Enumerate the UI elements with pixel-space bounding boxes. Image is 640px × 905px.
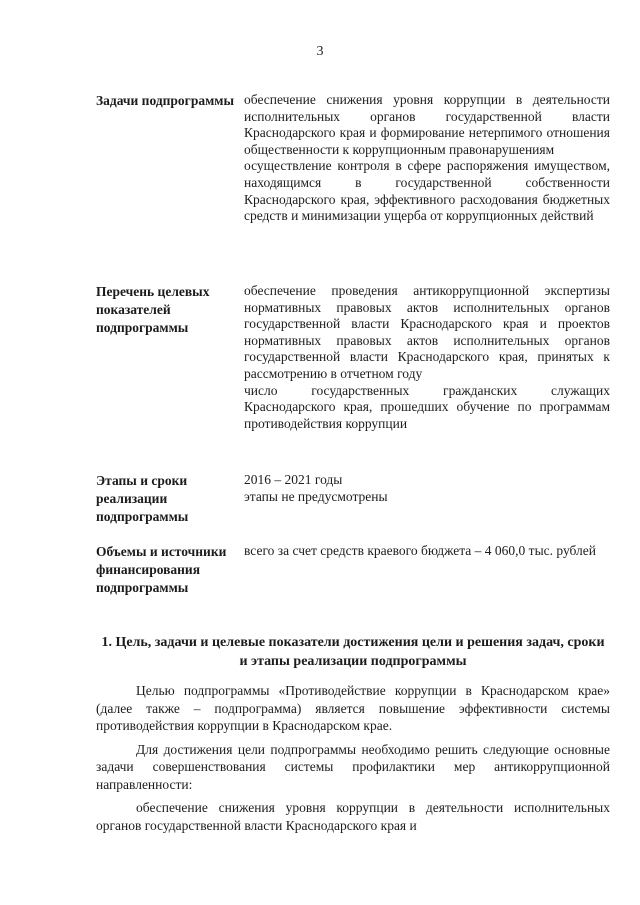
funding-item: всего за счет средств краевого бюджета – 4 060,0 тыс. рублей xyxy=(244,543,597,558)
indicators-label: Перечень целевых показателей подпрограммы xyxy=(96,284,210,335)
funding-label: Объемы и источники финансирования подпрограммы xyxy=(96,544,227,595)
body-paragraph: Для достижения цели подпрограммы необходимо решить следующие основные задачи совершенствования системы профилактики мер антикоррупционной направленности: xyxy=(96,741,610,792)
task-item: осуществление контроля в сфере распоряжения имуществом, находящимся в государственной собственности Краснодарского края, эффективного расходования бюджетных средств и минимизации ущерба от коррупционных действий xyxy=(244,158,610,224)
section-heading: 1. Цель, задачи и целевые показатели достижения цели и решения задач, сроки и этапы реализации подпрограммы xyxy=(101,635,605,669)
stages-value xyxy=(244,472,610,505)
funding-value xyxy=(244,543,610,560)
indicator-item: число государственных гражданских служащих Краснодарского края, прошедших обучение по программам противодействия коррупции xyxy=(244,382,610,431)
page-number: 3 xyxy=(316,44,324,59)
body-paragraph: Целью подпрограммы «Противодействие коррупции в Краснодарском крае» (далее также – подпрограмма) является повышение эффективности системы противодействия коррупции в Краснодарском крае. xyxy=(96,683,610,733)
body-paragraph: обеспечение снижения уровня коррупции в деятельности исполнительных органов государственной власти Краснодарского края и xyxy=(96,800,610,833)
tasks-label: Задачи подпрограммы xyxy=(96,93,235,108)
stage-item: этапы не предусмотрены xyxy=(244,488,388,504)
stage-item: 2016 – 2021 годы xyxy=(244,472,343,487)
indicators-value xyxy=(244,283,610,432)
tasks-value xyxy=(244,92,610,225)
section-body xyxy=(96,682,610,840)
task-item: обеспечение снижения уровня коррупции в деятельности исполнительных органов государственной власти Краснодарского края и формирование нетерпимого отношения общественности к коррупционным правонарушениям xyxy=(244,92,610,157)
stages-label: Этапы и сроки реализации подпрограммы xyxy=(96,473,189,524)
indicator-item: обеспечение проведения антикоррупционной экспертизы нормативных правовых актов исполнительных органов государственной власти Краснодарского края и проектов нормативных правовых актов исполнительных органов государственной власти Краснодарского края, принятых к рассмотрению в отчетном году xyxy=(244,283,610,381)
